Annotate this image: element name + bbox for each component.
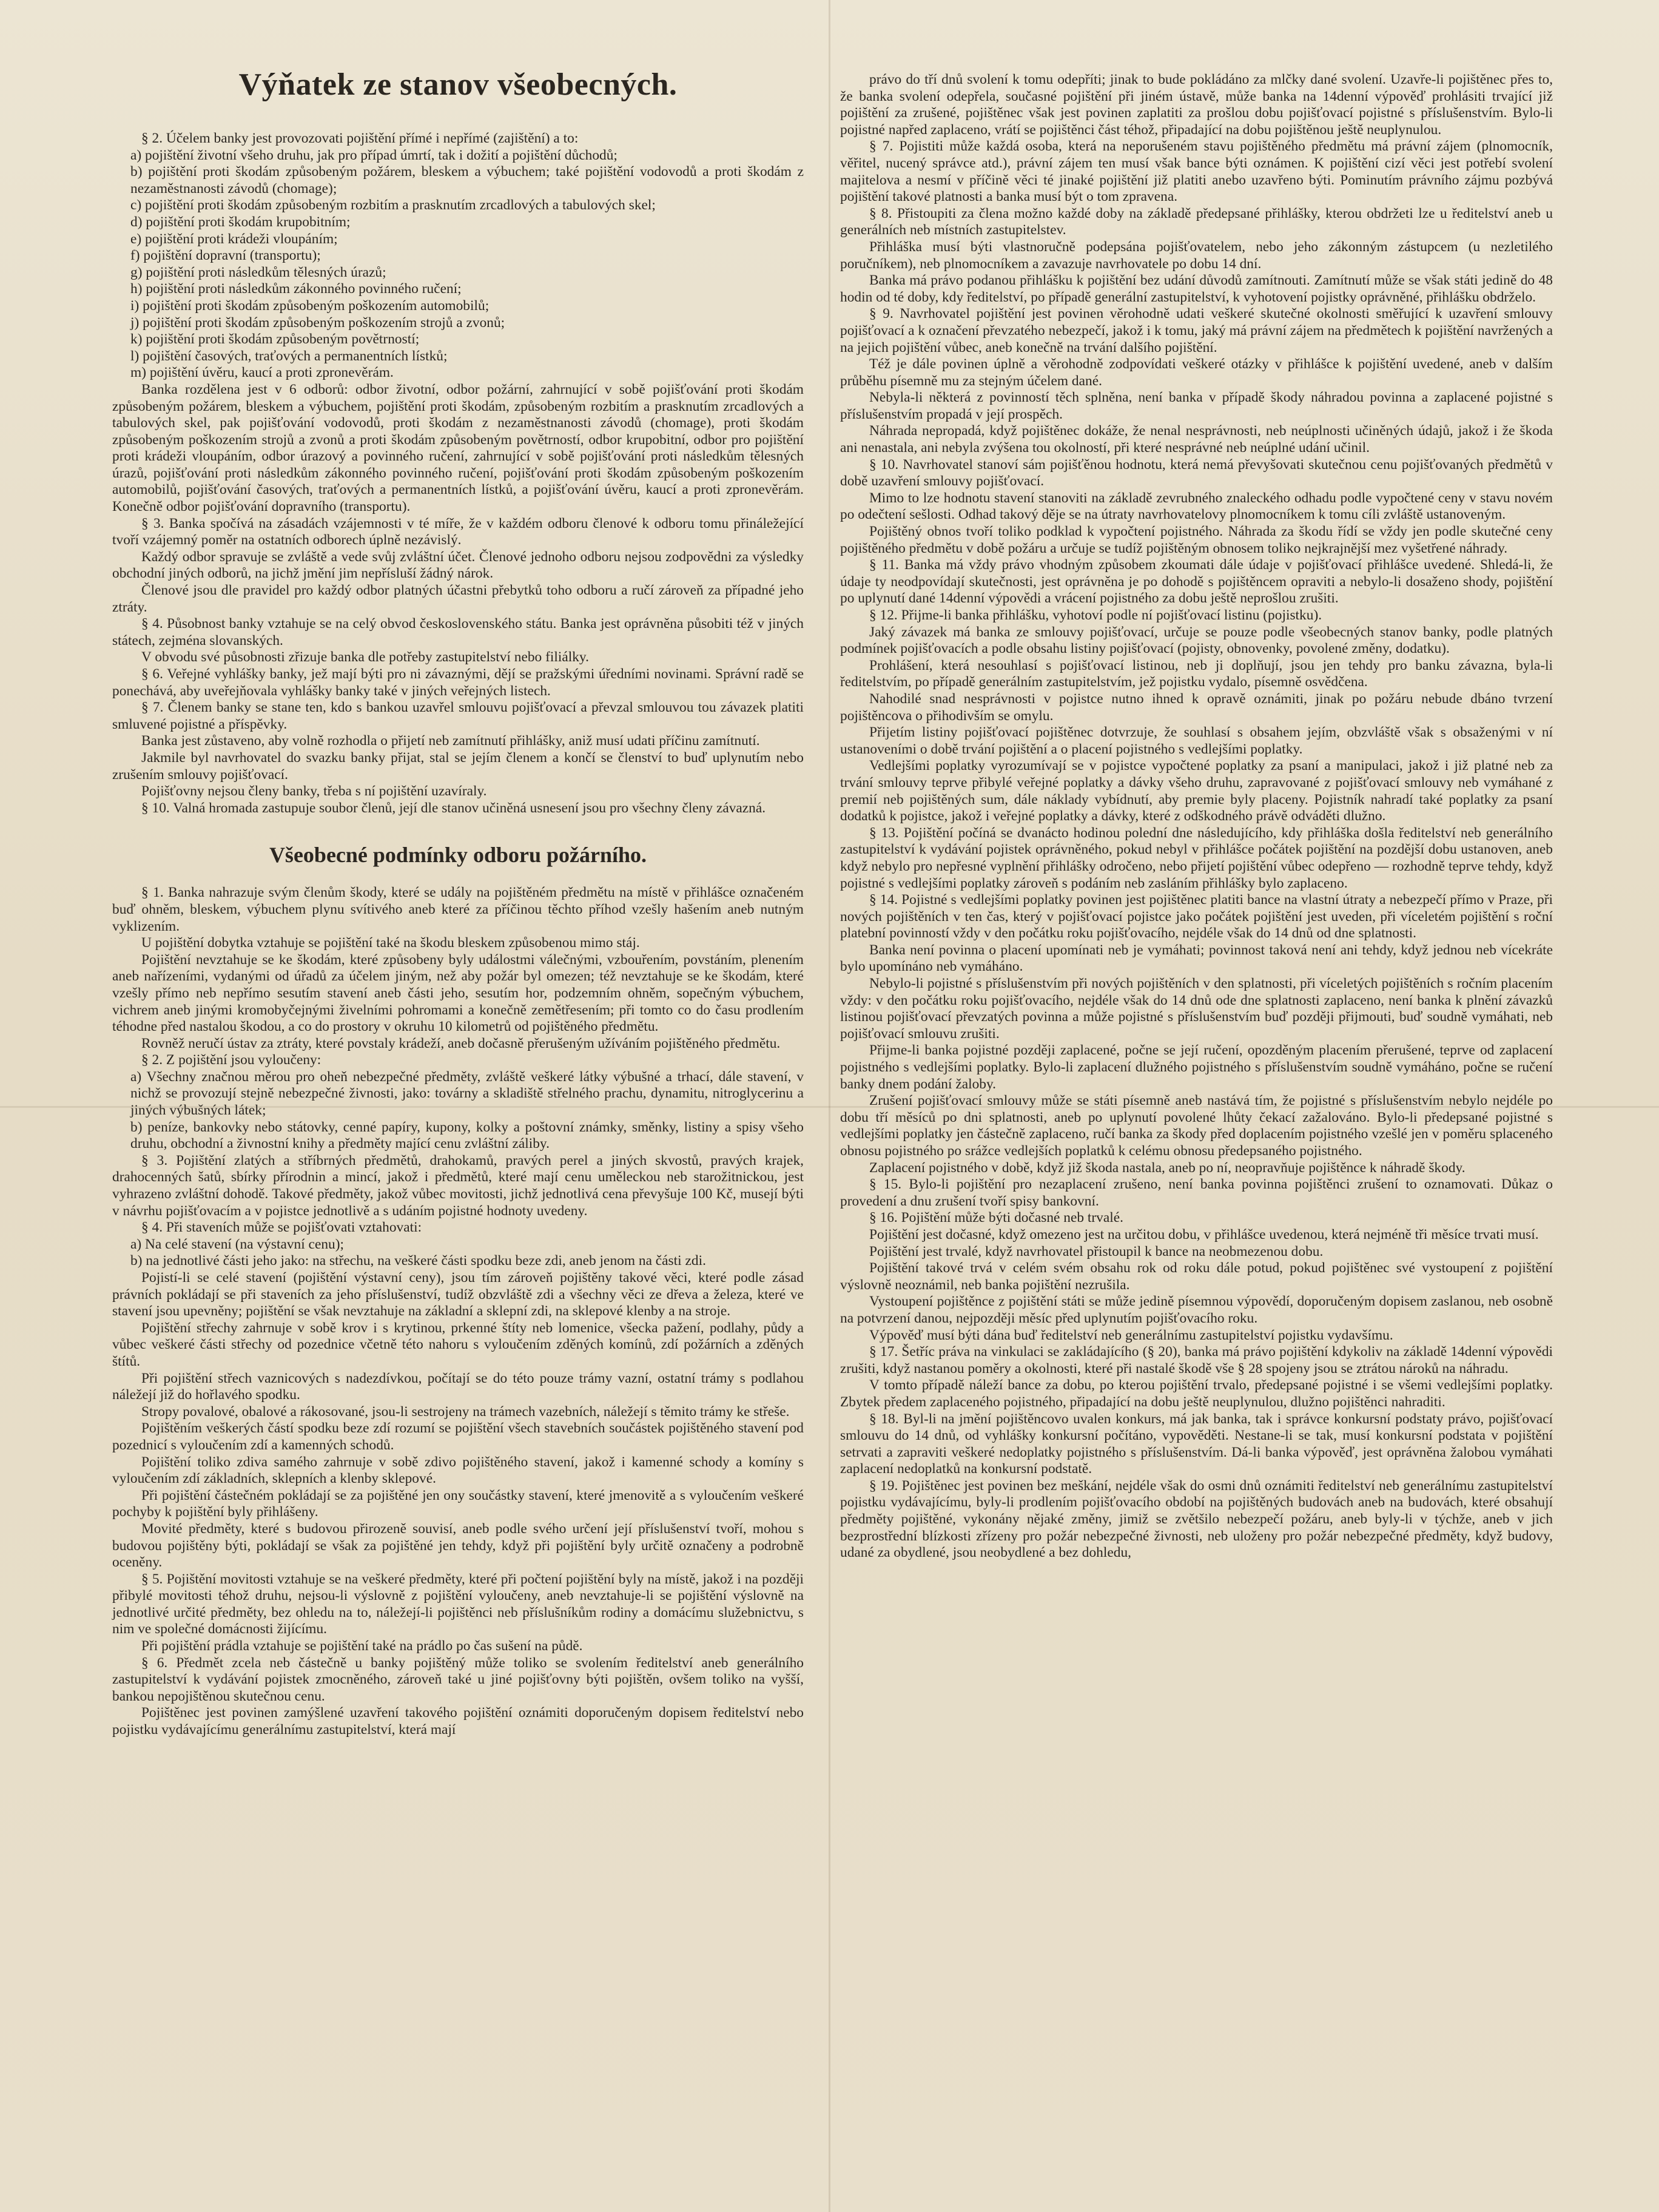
paragraph: Při pojištění střech vaznicových s nadezdívkou, počítají se do této pouze trámy vazní, ostatní trámy s podlahou náležejí již do hořlavého spodku. — [112, 1370, 804, 1403]
paragraph: b) pojištění proti škodám způsobeným požárem, bleskem a výbuchem; také pojištění vodovodů a proti škodám z nezaměstnanosti závodů (chomage); — [130, 164, 804, 197]
paragraph: § 6. Veřejné vyhlášky banky, jež mají býti pro ni závaznými, dějí se pražskými úředními novinami. Správní radě se ponechává, aby uveřejňovala vyhlášky banky také v jiných veřejných listech. — [112, 666, 804, 699]
paragraph: právo do tří dnů svolení k tomu odepříti; jinak to bude pokládáno za mlčky dané svolení. Uzavře-li pojištěnec přes to, že banka svolení odepřela, současné pojištění při jiném ústavě, může banka na 14denní výpověď prohlásiti trvající již pojištění za zrušené, pojištěnec však jest povinen zaplatiti za prošlou dobu pojišťovací pojistné s příslušenstvím. Bylo-li pojistné napřed zaplaceno, vrátí se pojištěnci část téhož, připadající na dobu pojištěnou ještě neuplynulou. — [840, 72, 1553, 138]
paragraph: § 7. Pojistiti může každá osoba, která na neporušeném stavu pojištěného předmětu má právní zájem (plnomocník, věřitel, nucený správce atd.), právní zájem ten musí však bance býti oznámen. K pojištění cizí věci jest potřebí svolení majitelova a nesmí v příčině věci té jinaké pojištění již platiti anebo uzavřeno býti. Pominutím právního zájmu pozbývá pojištění takové platnosti a banka musí být o tom zpravena. — [840, 138, 1553, 205]
paragraph: j) pojištění proti škodám způsobeným poškozením strojů a zvonů; — [130, 314, 505, 331]
paragraph: Banka rozdělena jest v 6 odborů: odbor životní, odbor požární, zahrnující v sobě pojišťování proti škodám způsobeným požárem, bleskem a výbuchem, pojištění proti škodám, způsobeným rozbitím a prasknutím zrcadlových a tabulových skel, pak pojišťování vodovodů, proti škodám z nezaměstnanosti závodů (chomage), proti škodám způsobeným poškozením strojů a zvonů a proti škodám způsobeným povětrností, odbor krupobitní, odbor pro pojištění proti krádeži vloupáním, odbor úrazový a povinného ručení, zahrnující v sobě pojišťování proti následkům tělesných úrazů, pojišťování proti následkům zákonného povinného ručení, pojišťování proti škodám způsobeným poškozením automobilů, pojišťování časových, traťových a permanentních lístků, a pojišťování úvěru, kaucí a proti zpronevěrám. Konečně odbor pojišťování dopravního (transportu). — [112, 381, 804, 515]
paragraph: § 7. Členem banky se stane ten, kdo s bankou uzavřel smlouvu pojišťovací a převzal smlouvou tou závazek platiti smluvené pojistné a příspěvky. — [112, 700, 804, 732]
paragraph: Pojištění jest trvalé, když navrhovatel přistoupil k bance na neobmezenou dobu. — [869, 1243, 1324, 1259]
paragraph: Pojištění toliko zdiva samého zahrnuje v sobě zdivo pojištěného stavení, jakož i kamenné schody a komíny s vyloučením zdí základních, sklepních a klenby sklepové. — [112, 1454, 804, 1487]
paragraph: Přijetím listiny pojišťovací pojištěnec dotvrzuje, že souhlasí s obsahem jejím, obzvláště však s obsaženými v ní ustanoveními o době trvání pojištění a o placení pojistného s vedlejšími poplatky. — [840, 724, 1553, 757]
paragraph: i) pojištění proti škodám způsobeným poškozením automobilů; — [130, 297, 490, 314]
paragraph: Rovněž neručí ústav za ztráty, které povstaly krádeží, aneb dočasně přerušeným užíváním pojištěného předmětu. — [141, 1035, 781, 1051]
paragraph: § 6. Předmět zcela neb částečně u banky pojištěný může toliko se svolením ředitelství aneb generálního zastupitelství k vydávání pojistek zmocněného, zároveň také u jiné pojišťovny býti pojištěn, ovšem toliko na vyšší, bankou nepojištěnou skutečnou cenu. — [112, 1654, 804, 1704]
paragraph: Movité předměty, které s budovou přirozeně souvisí, aneb podle svého určení její příslušenství tvoří, mohou s budovou pojištěny býti, pokládají se však za pojištěné jen tehdy, když při pojištění byly určitě označeny a podrobně oceněny. — [112, 1520, 804, 1571]
paragraph: f) pojištění dopravní (transportu); — [130, 248, 321, 264]
statutes-excerpt — [112, 130, 804, 817]
paragraph: § 3. Banka spočívá na zásadách vzájemnosti v té míře, že v každém odboru členové k odboru tomu přináležející tvoří vzájemný poměr na ostatních odborech úplně nezávislý. — [112, 515, 804, 548]
paragraph: d) pojištění proti škodám krupobitním; — [130, 214, 351, 230]
paragraph: Nebylo-li pojistné s příslušenstvím při nových pojištěních v den splatnosti, při víceletých pojištěních s ročním placením vždy: v den počátku roku pojišťovacího, nejdéle však do 14 dnů ode dne splatnosti zaplaceno, není banka k plnění závazků listinou pojišťovací převzatých povinna a může pojistné s příslušenstvím buď později přijmouti, buď soudně vymáhati, neb pojišťovací smlouvu zrušiti. — [840, 976, 1553, 1042]
paragraph: Též je dále povinen úplně a věrohodně zodpovídati veškeré otázky v přihlášce k pojištění uvedené, aneb v dalším průběhu písemně mu za stejným účelem dané. — [840, 356, 1553, 389]
right-column — [840, 72, 1553, 1562]
paragraph: Pojištění jest dočasné, když omezeno jest na určitou dobu, v přihlášce uvedenou, která nejméně tři měsíce trvati musí. — [869, 1226, 1539, 1243]
paragraph: § 17. Šetříc práva na vinkulaci se zakládajícího (§ 20), banka má právo pojištění kdykoliv na základě 14denní výpovědi zrušiti, když nastanou poměry a okolnosti, které při nastalé škodě vše § 28 spojeny jsou se ztrátou nároků na náhradu. — [840, 1344, 1553, 1377]
paragraph: § 14. Pojistné s vedlejšími poplatky povinen jest pojištěnec platiti bance na vlastní útraty a nebezpečí přímo v Praze, při nových pojištěních v ten čas, který v pojišťovací pojistce jako počátek pojištění jest uveden, při víceletém pojištění s roční platební povinností vždy v den počátku roku pojišťovacího, nejdéle však do 14 dnů od dne splatnosti. — [840, 892, 1553, 942]
paragraph: § 13. Pojištění počíná se dvanácto hodinou polední dne následujícího, kdy přihláška došla ředitelství neb generálního zastupitelství k vydávání pojistek oprávněného, pokud nebyl v přihlášce počátek pojištění na pozdější dobu ustanoven, aneb když nebylo pro nepřesné vyplnění přihlášky odročeno, nebo přijetí pojištění vůbec odepřeno — rozhodně teprve tehdy, když pojistné s vedlejšími poplatky zároveň s podáním neb zasláním přihlášky bylo zaplaceno. — [840, 824, 1553, 891]
paragraph: Pojistí-li se celé stavení (pojištění výstavní ceny), jsou tím zároveň pojištěny takové věci, které podle zásad právních pokládají se při staveních za jeho příslušenství, tudíž obzvláště zdi a všechny věci ze dřeva a železa, které ve stavení jsou upevněny; pojištění se však nevztahuje na základní a sklepní zdi, na sklepové klenby a na stroje. — [112, 1270, 804, 1320]
fire-conditions-part1 — [112, 885, 804, 1738]
paragraph: Při pojištění částečném pokládají se za pojištěné jen ony součástky stavení, které jmenovitě a s vyloučením veškeré pochyby k pojištění byly přihlášeny. — [112, 1487, 804, 1520]
paragraph: § 19. Pojištěnec jest povinen bez meškání, nejdéle však do osmi dnů oznámiti ředitelství neb generálnímu zastupitelství pojistku vydávajícímu, byly-li prodlením pojišťovacího období na pojištěných budovách aneb na budovách, které obsahují předměty pojištěné, vykonány nějaké změny, jimiž se zvětšilo nebezpečí požáru, aneb byly-li v týchže, aneb v jich bezprostřední blízkosti zřízeny pro požár nebezpečné živnosti, neb uloženy pro požár nebezpečné předměty, když budovy, udané za obydlené, jsou neobydlené a bez dohledu, — [840, 1477, 1553, 1561]
paragraph: m) pojištění úvěru, kaucí a proti zpronevěrám. — [130, 365, 394, 381]
paragraph: Náhrada nepropadá, když pojištěnec dokáže, že nenal nesprávnosti, neb neúplnosti učiněných údajů, jakož i že škoda ani nenastala, ani nebyla zvýšena tou okolností, při které nesprávné neb neúplné udání učinil. — [840, 423, 1553, 456]
paragraph: § 4. Působnost banky vztahuje se na celý obvod československého státu. Banka jest oprávněna působiti též v jiných státech, zejména slovanských. — [112, 616, 804, 649]
paragraph: Vystoupení pojištěnce z pojištění státi se může jedině písemnou výpovědí, doporučeným dopisem zaslanou, neb osobně na potvrzení danou, nejpozději měsíc před uplynutím pojišťovacího roku. — [840, 1293, 1553, 1326]
paragraph: § 10. Navrhovatel stanoví sám pojišťěnou hodnotu, která nemá převyšovati skutečnou cenu pojišťovaných předmětů v době uzavření smlouvy pojišťovací. — [840, 456, 1553, 490]
paragraph: § 10. Valná hromada zastupuje soubor členů, její dle stanov učiněná usnesení jsou pro všechny členy závazná. — [141, 800, 766, 816]
left-column — [112, 67, 804, 1739]
paragraph: l) pojištění časových, traťových a permanentních lístků; — [130, 348, 448, 364]
paragraph: Mimo to lze hodnotu stavení stanoviti na základě zevrubného znaleckého odhadu podle vypočtené ceny v stavu novém po odečtení sešlosti. Odhad takový děje se na útraty navrhovatelovy plnomocníkem k tomu cíli zvláště ustanoveným. — [840, 490, 1553, 523]
paragraph: § 15. Bylo-li pojištění pro nezaplacení zrušeno, není banka povinna pojištěnci zrušení to oznamovati. Důkaz o provedení a dnu zrušení tvoří spisy bankovní. — [840, 1176, 1553, 1209]
paragraph: Pojištění střechy zahrnuje v sobě krov i s krytinou, prkenné štíty neb lomenice, všecka pažení, podlahy, půdy a vůbec veškeré části střechy od pozednice včetně této nahoru s vyloučením zděných komínů, zdí požárních a zděných štítů. — [112, 1320, 804, 1369]
paragraph: Členové jsou dle pravidel pro každý odbor platných účastni přebytků toho odboru a ručí zároveň za případné jeho ztráty. — [112, 582, 804, 615]
paragraph: Banka má právo podanou přihlášku k pojištění bez udání důvodů zamítnouti. Zamítnutí může se však státi jedině do 48 hodin od té doby, kdy ředitelství, po případě generální zastupitelství, k vyhotovení pojistky oprávněné, přihlášku obdrželo. — [840, 272, 1553, 305]
paragraph: Pojištění nevztahuje se ke škodám, které způsobeny byly událostmi válečnými, vzbouřením, povstáním, plenením aneb nařízeními, vydanými od úřadů za účelem jiným, než aby požár byl omezen; též nevztahuje se ke škodám, které vzešly přímo neb nepřímo sesutím stavení aneb části jeho, sesutím hor, podzemním ohněm, sopečným výbuchem, vichrem aneb jinými kromobyčejnými živelními pohromami a konečně zemětřesením; při tomto co do času prodlením téhodne před nastalou škodou, a co do prostory v okruhu 10 kilometrů od pojištěného předmětu. — [112, 951, 804, 1035]
paragraph: § 11. Banka má vždy právo vhodným způsobem zkoumati dále údaje v pojišťovací přihlášce uvedené. Shledá-li, že údaje ty neodpovídají skutečnosti, jest oprávněna je po dohodě s pojištěncem opraviti a nebylo-li dosaženo shody, pojištění po uplynutí dané 14denní výpovědi a vrácení pojistného za dobu ještě neprošlou zrušiti. — [840, 557, 1553, 607]
paragraph: Každý odbor spravuje se zvláště a vede svůj zvláštní účet. Členové jednoho odboru nejsou zodpovědni za výsledky obchodní jiných odborů, na jichž jmění jim nepřísluší žádný nárok. — [112, 548, 804, 582]
fire-conditions-part2 — [840, 72, 1553, 1562]
paragraph: e) pojištění proti krádeži vloupáním; — [130, 231, 338, 247]
paragraph: k) pojištění proti škodám způsobeným povětrností; — [130, 331, 420, 348]
paragraph: § 5. Pojištění movitosti vztahuje se na veškeré předměty, které při počtení pojištění byly na místě, jakož i na později přibylé movitosti téhož druhu, nejsou-li výslovně z pojištění vyloučeny, aneb nevztahuje-li se pojištění výslovně na jednotlivé určité předměty, bez ohledu na to, náležejí-li pojištěnci neb příslušníkům rodiny a domácímu služebnictvu, s nim ve společné domácnosti žijícímu. — [112, 1571, 804, 1637]
paragraph: Jakmile byl navrhovatel do svazku banky přijat, stal se jejím členem a končí se členství to buď uplynutím nebo zrušením smlouvy pojišťovací. — [112, 749, 804, 783]
paragraph: Stropy povalové, obalové a rákosované, jsou-li sestrojeny na trámech vazebních, náležejí s těmito trámy ke střeše. — [141, 1403, 790, 1420]
paragraph: Přijme-li banka pojistné později zaplacené, počne se její ručení, opozděným placením přerušené, teprve od zaplacení pojistného s vedlejšími poplatky. Bylo-li zaplacení dlužného pojistného s příslušenstvím soudně vymáháno, počne se ručení banky dnem podání žaloby. — [840, 1042, 1553, 1092]
paragraph: c) pojištění proti škodám způsobeným rozbitím a prasknutím zrcadlových a tabulových skel; — [130, 197, 656, 214]
paragraph: Pojištěný obnos tvoří toliko podklad k vypočtení pojistného. Náhrada za škodu řídí se vždy jen podle skutečné ceny pojištěného předmětu v době požáru a určuje se tudíž pojištěným obnosem toliko nejkrajnější mez vyšetřené náhrady. — [840, 524, 1553, 556]
paragraph: § 8. Přistoupiti za člena možno každé doby na základě předepsané přihlášky, kterou obdržeti lze u ředitelství aneb u generálních neb místních zastupitelstev. — [840, 205, 1553, 238]
paragraph: Pojištění takové trvá v celém svém obsahu rok od roku dále potud, pokud pojištěnec své vystoupení z pojištění výslovně neoznámil, neb banka pojištění nezrušila. — [840, 1260, 1553, 1293]
paragraph: § 18. Byl-li na jmění pojištěncovo uvalen konkurs, má jak banka, tak i správce konkursní podstaty právo, pojišťovací smlouvu do 14 dnů, od vyhlášky konkursní počítáno, vypověděti. Nestane-li se tak, musí konkursní podstata v pojištění setrvati a zapraviti veškeré nedoplatky pojistného s příslušenstvím. Dá-li banka výpověď, jest oprávněna žalobou vymáhati zaplacení nedoplatků na konkursní podstatě. — [840, 1411, 1553, 1477]
paragraph: U pojištění dobytka vztahuje se pojištění také na škodu bleskem způsobenou mimo stáj. — [141, 935, 640, 951]
paragraph: Zrušení pojišťovací smlouvy může se státi písemně aneb nastává tím, že pojistné s příslušenstvím nebylo nejdéle po dobu tří měsíců po dni splatnosti, aneb po uplynutí povolené lhůty čekací zažalováno. Bylo-li předepsané pojistné s vedlejšími poplatky jen částečně zaplaceno, ručí banka za škody před doplacením pojistného vzešlé jen v poměru splaceného obnosu pojistného po srážce vedlejších poplatků k celému obnosu předepsaného pojistného. — [840, 1093, 1553, 1159]
paragraph: Pojištěnec jest povinen zamýšlené uzavření takového pojištění oznámiti doporučeným dopisem ředitelství nebo pojistku vydávajícímu generálnímu zastupitelství, která mají — [112, 1705, 804, 1738]
paragraph: Přihláška musí býti vlastnoručně podepsána pojišťovatelem, nebo jeho zákonným zástupcem (u nezletilého poručníkem), neb plnomocníkem a zavazuje navrhovatele po dobu 14 dní. — [840, 238, 1553, 272]
paragraph: Banka není povinna o placení upomínati neb je vymáhati; povinnost taková není ani tehdy, když jednou neb vícekráte bylo upomínáno neb vymáháno. — [840, 942, 1553, 975]
document-title: Výňatek ze stanov všeobecných. — [238, 67, 678, 102]
paragraph: V obvodu své působnosti zřizuje banka dle potřeby zastupitelství nebo filiálky. — [141, 649, 589, 666]
paragraph: g) pojištění proti následkům tělesných úrazů; — [130, 264, 386, 280]
paragraph: a) pojištění životní všeho druhu, jak pro případ úmrtí, tak i dožití a pojištění důchodů; — [130, 147, 617, 163]
paragraph: a) Na celé stavení (na výstavní cenu); — [130, 1236, 345, 1252]
paragraph: Nebyla-li některá z povinností těch splněna, není banka v případě škody náhradou povinna a zaplacené pojistné s příslušenstvím propadá v její prospěch. — [840, 389, 1553, 422]
paragraph: a) Všechny značnou měrou pro oheň nebezpečné předměty, zvláště veškeré látky výbušné a trhací, dále stavení, v nichž se provozují stejně nebezpečné živnosti, jako: továrny a skladiště střelného prachu, dynamitu, nitroglycerinu a jiných výbušných látek; — [130, 1068, 804, 1119]
paragraph: Prohlášení, která nesouhlasí s pojišťovací listinou, neb ji doplňují, jsou jen tehdy pro banku závazna, byla-li ředitelstvím, po případě generálním zastupitelstvím, jež pojistku vydalo, písemně osvědčena. — [840, 657, 1553, 690]
paragraph: Vedlejšími poplatky vyrozumívají se v pojistce vypočtené poplatky za psaní a manipulaci, jakož i již platné neb za trvání smlouvy teprve přibylé veřejné poplatky a dávky všeho druhu, zapravované z pojišťovací smlouvy neb vymáhané z premií neb pojištěných sum, dále náklady vybídnutí, aby premie byly placeny. Pojistník nahradí také poplatky za psaní dodatků k pojistce, jakož i veřejné poplatky a dávky, které z odškodného právě odváděti dlužno. — [840, 758, 1553, 824]
paragraph: § 2. Účelem banky jest provozovati pojištění přímé i nepřímé (zajištění) a to: — [141, 130, 579, 146]
paragraph: § 1. Banka nahrazuje svým členům škody, které se udály na pojištěném předmětu na místě v přihlášce označeném buď ohněm, bleskem, výbuchem plynu svítivého aneb které za příčinou těchto příhod vzešly hašením aneb nutným vyklizením. — [112, 885, 804, 934]
paragraph: Banka jest zůstaveno, aby volně rozhodla o přijetí neb zamítnutí přihlášky, aniž musí udati příčinu zamítnutí. — [141, 733, 760, 749]
paragraph: Zaplacení pojistného v době, když již škoda nastala, aneb po ní, neopravňuje pojištěnce k náhradě škody. — [869, 1159, 1466, 1176]
paragraph: V tomto případě náleží bance za dobu, po kterou pojištění trvalo, předepsané pojistné i se všemi vedlejšími poplatky. Zbytek předem zaplaceného pojistného, připadající na dobu ještě neuplynulou, dlužno pojištěnci nahraditi. — [840, 1377, 1553, 1410]
paragraph: Jaký závazek má banka ze smlouvy pojišťovací, určuje se pouze podle všeobecných stanov banky, podle platných podmínek pojišťovacích a podle obsahu listiny pojišťovací (pojisty, obnovenky, povolené změny, dodatku). — [840, 624, 1553, 657]
paragraph: § 2. Z pojištění jsou vyloučeny: — [141, 1052, 321, 1068]
paragraph: § 9. Navrhovatel pojištění jest povinen věrohodně udati veškeré skutečné okolnosti směřující k uzavření smlouvy pojišťovací a k označení převzatého nebezpečí, jakož i k tomu, jaký má právní zájem na předmětech k pojištění navržených a na jejich pojištění vůbec, aneb konečně na trvání dalšího pojištění. — [840, 306, 1553, 356]
paragraph: § 16. Pojištění může býti dočasné neb trvalé. — [869, 1210, 1123, 1226]
paragraph: Pojištěním veškerých částí spodku beze zdí rozumí se pojištění všech stavebních součástek pojištěného stavení pod pozednicí s vyloučením zdí a kamenných schodů. — [112, 1420, 804, 1453]
paragraph: § 12. Přijme-li banka přihlášku, vyhotoví podle ní pojišťovací listinu (pojistku). — [869, 607, 1322, 623]
paragraph: Pojišťovny nejsou členy banky, třeba s ní pojištění uzavíraly. — [141, 783, 487, 800]
section-title: Všeobecné podmínky odboru požárního. — [269, 843, 647, 868]
paragraph: b) peníze, bankovky nebo státovky, cenné papíry, kupony, kolky a poštovní známky, směnky, listiny a spisy všeho druhu, obchodní a živnostní knihy a předměty mající cenu zvláštní záliby. — [130, 1119, 804, 1152]
paragraph: b) na jednotlivé části jeho jako: na střechu, na veškeré části spodku beze zdi, aneb jenom na části zdi. — [130, 1253, 706, 1269]
paragraph: Při pojištění prádla vztahuje se pojištění také na prádlo po čas sušení na půdě. — [141, 1638, 583, 1654]
paragraph: § 4. Při staveních může se pojišťovati vztahovati: — [141, 1219, 422, 1236]
paragraph: § 3. Pojištění zlatých a stříbrných předmětů, drahokamů, pravých perel a jiných skvostů, pravých krajek, drahocenných šatů, sbírky přírodnin a mincí, jakož i předmětů, které mají cenu uměleckou neb starožitnickou, jest vyhrazeno zvláštní dohodě. Takové předměty, jakož vůbec movitosti, jichž jednotlivá cena převyšuje 100 Kč, musejí býti v návrhu pojišťovacím a v pojistce jednotlivě a s udáním pojistné hodnoty uvedeny. — [112, 1152, 804, 1219]
paragraph: Nahodilé snad nesprávnosti v pojistce nutno ihned k opravě oznámiti, jinak po požáru nebude dbáno tvrzení pojištěncova o přihodivším se omylu. — [840, 690, 1553, 724]
paragraph: h) pojištění proti následkům zákonného povinného ručení; — [130, 281, 462, 297]
paragraph: Výpověď musí býti dána buď ředitelství neb generálnímu zastupitelství pojistku vydavšímu. — [869, 1327, 1393, 1343]
